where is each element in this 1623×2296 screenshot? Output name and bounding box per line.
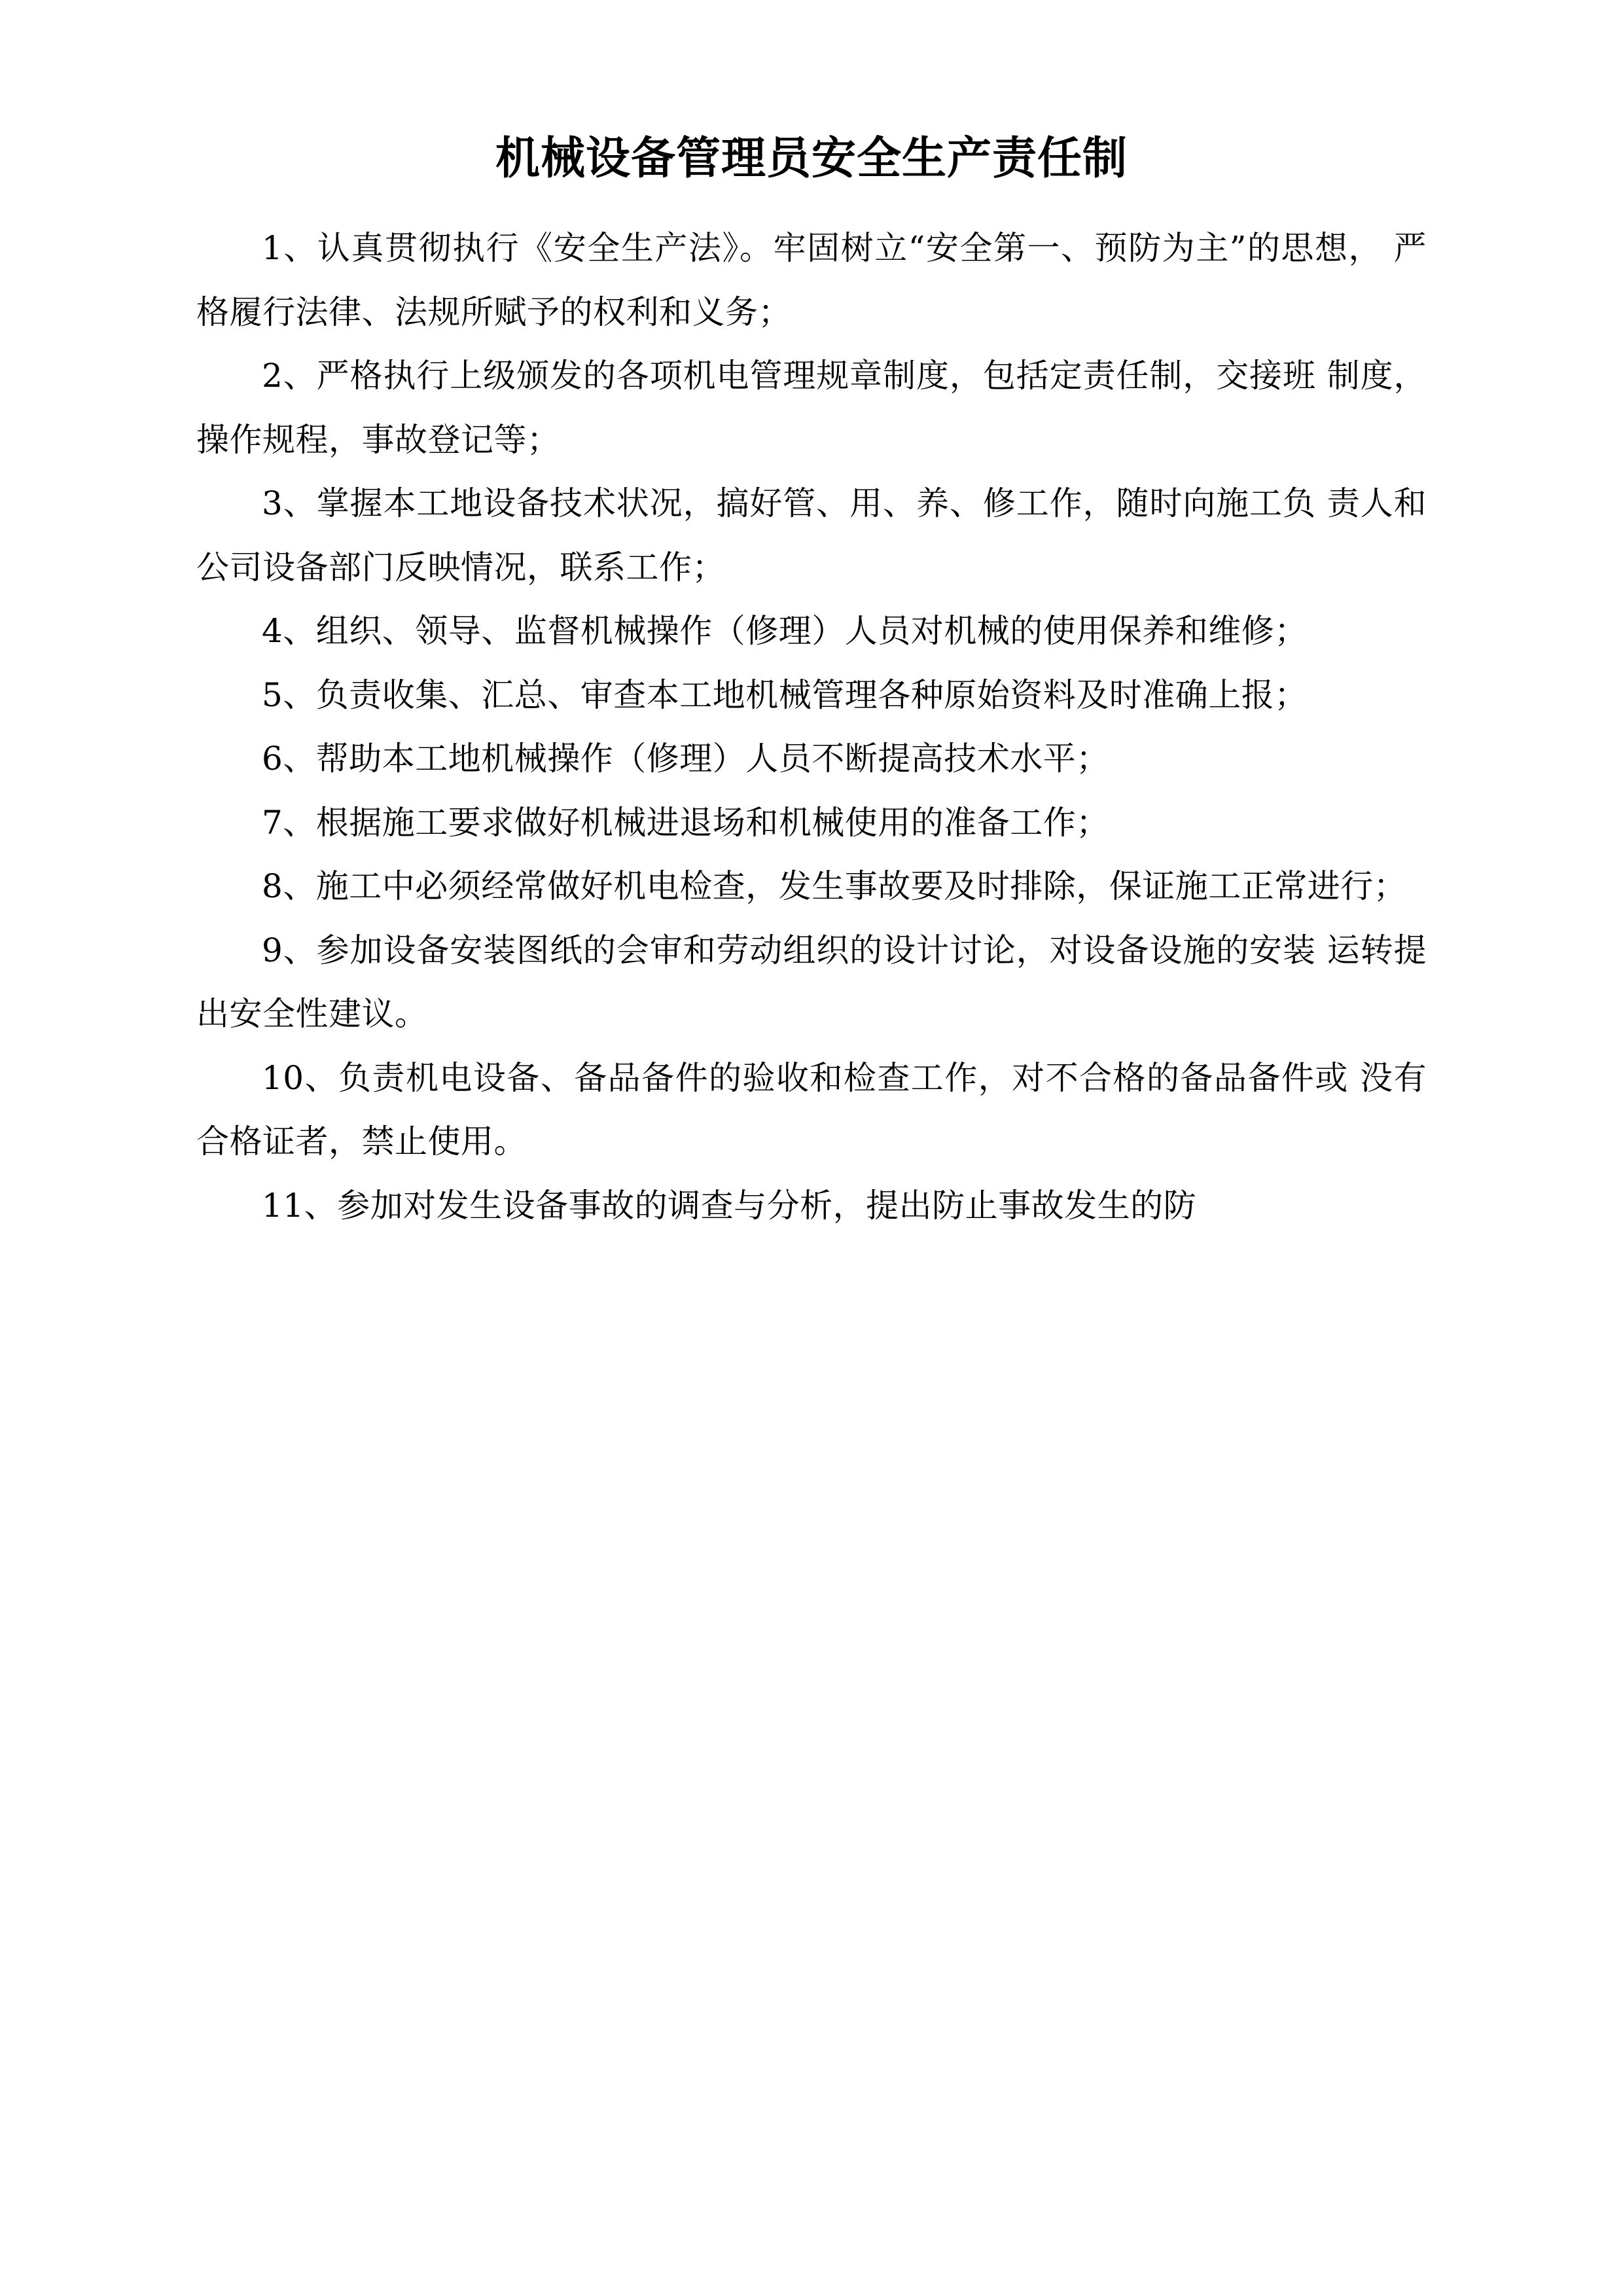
paragraph-1: 1、认真贯彻执行《安全生产法》。牢固树立“安全第一、预防为主”的思想， 严格履行法律、法规所赋予的权利和义务；	[196, 229, 1427, 331]
paragraph-5: 5、负责收集、汇总、审查本工地机械管理各种原始资料及时准确上报；	[262, 675, 1308, 714]
paragraph-9: 9、参加设备安装图纸的会审和劳动组织的设计讨论，对设备设施的安装 运转提出安全性建议。	[196, 931, 1427, 1033]
paragraph-10: 10、负责机电设备、备品备件的验收和检查工作，对不合格的备品备件或 没有合格证者，禁止使用。	[196, 1058, 1427, 1160]
page-title: 机械设备管理员安全生产责任制	[495, 134, 1128, 183]
paragraph-8: 8、施工中必须经常做好机电检查，发生事故要及时排除，保证施工正常进行；	[262, 867, 1407, 905]
paragraph-7: 7、根据施工要求做好机械进退场和机械使用的准备工作；	[262, 803, 1109, 842]
paragraph-3: 3、掌握本工地设备技术状况，搞好管、用、养、修工作，随时向施工负 责人和公司设备部门反映情况，联系工作；	[196, 484, 1427, 586]
paragraph-2: 2、严格执行上级颁发的各项机电管理规章制度，包括定责任制，交接班 制度，操作规程，事故登记等；	[196, 357, 1427, 459]
paragraph-6: 6、帮助本工地机械操作（修理）人员不断提高技术水平；	[262, 740, 1109, 778]
paragraph-11: 11、参加对发生设备事故的调查与分析，提出防止事故发生的防	[262, 1186, 1197, 1225]
document-body	[196, 217, 1427, 1238]
paragraph-4: 4、组织、领导、监督机械操作（修理）人员对机械的使用保养和维修；	[262, 612, 1308, 650]
